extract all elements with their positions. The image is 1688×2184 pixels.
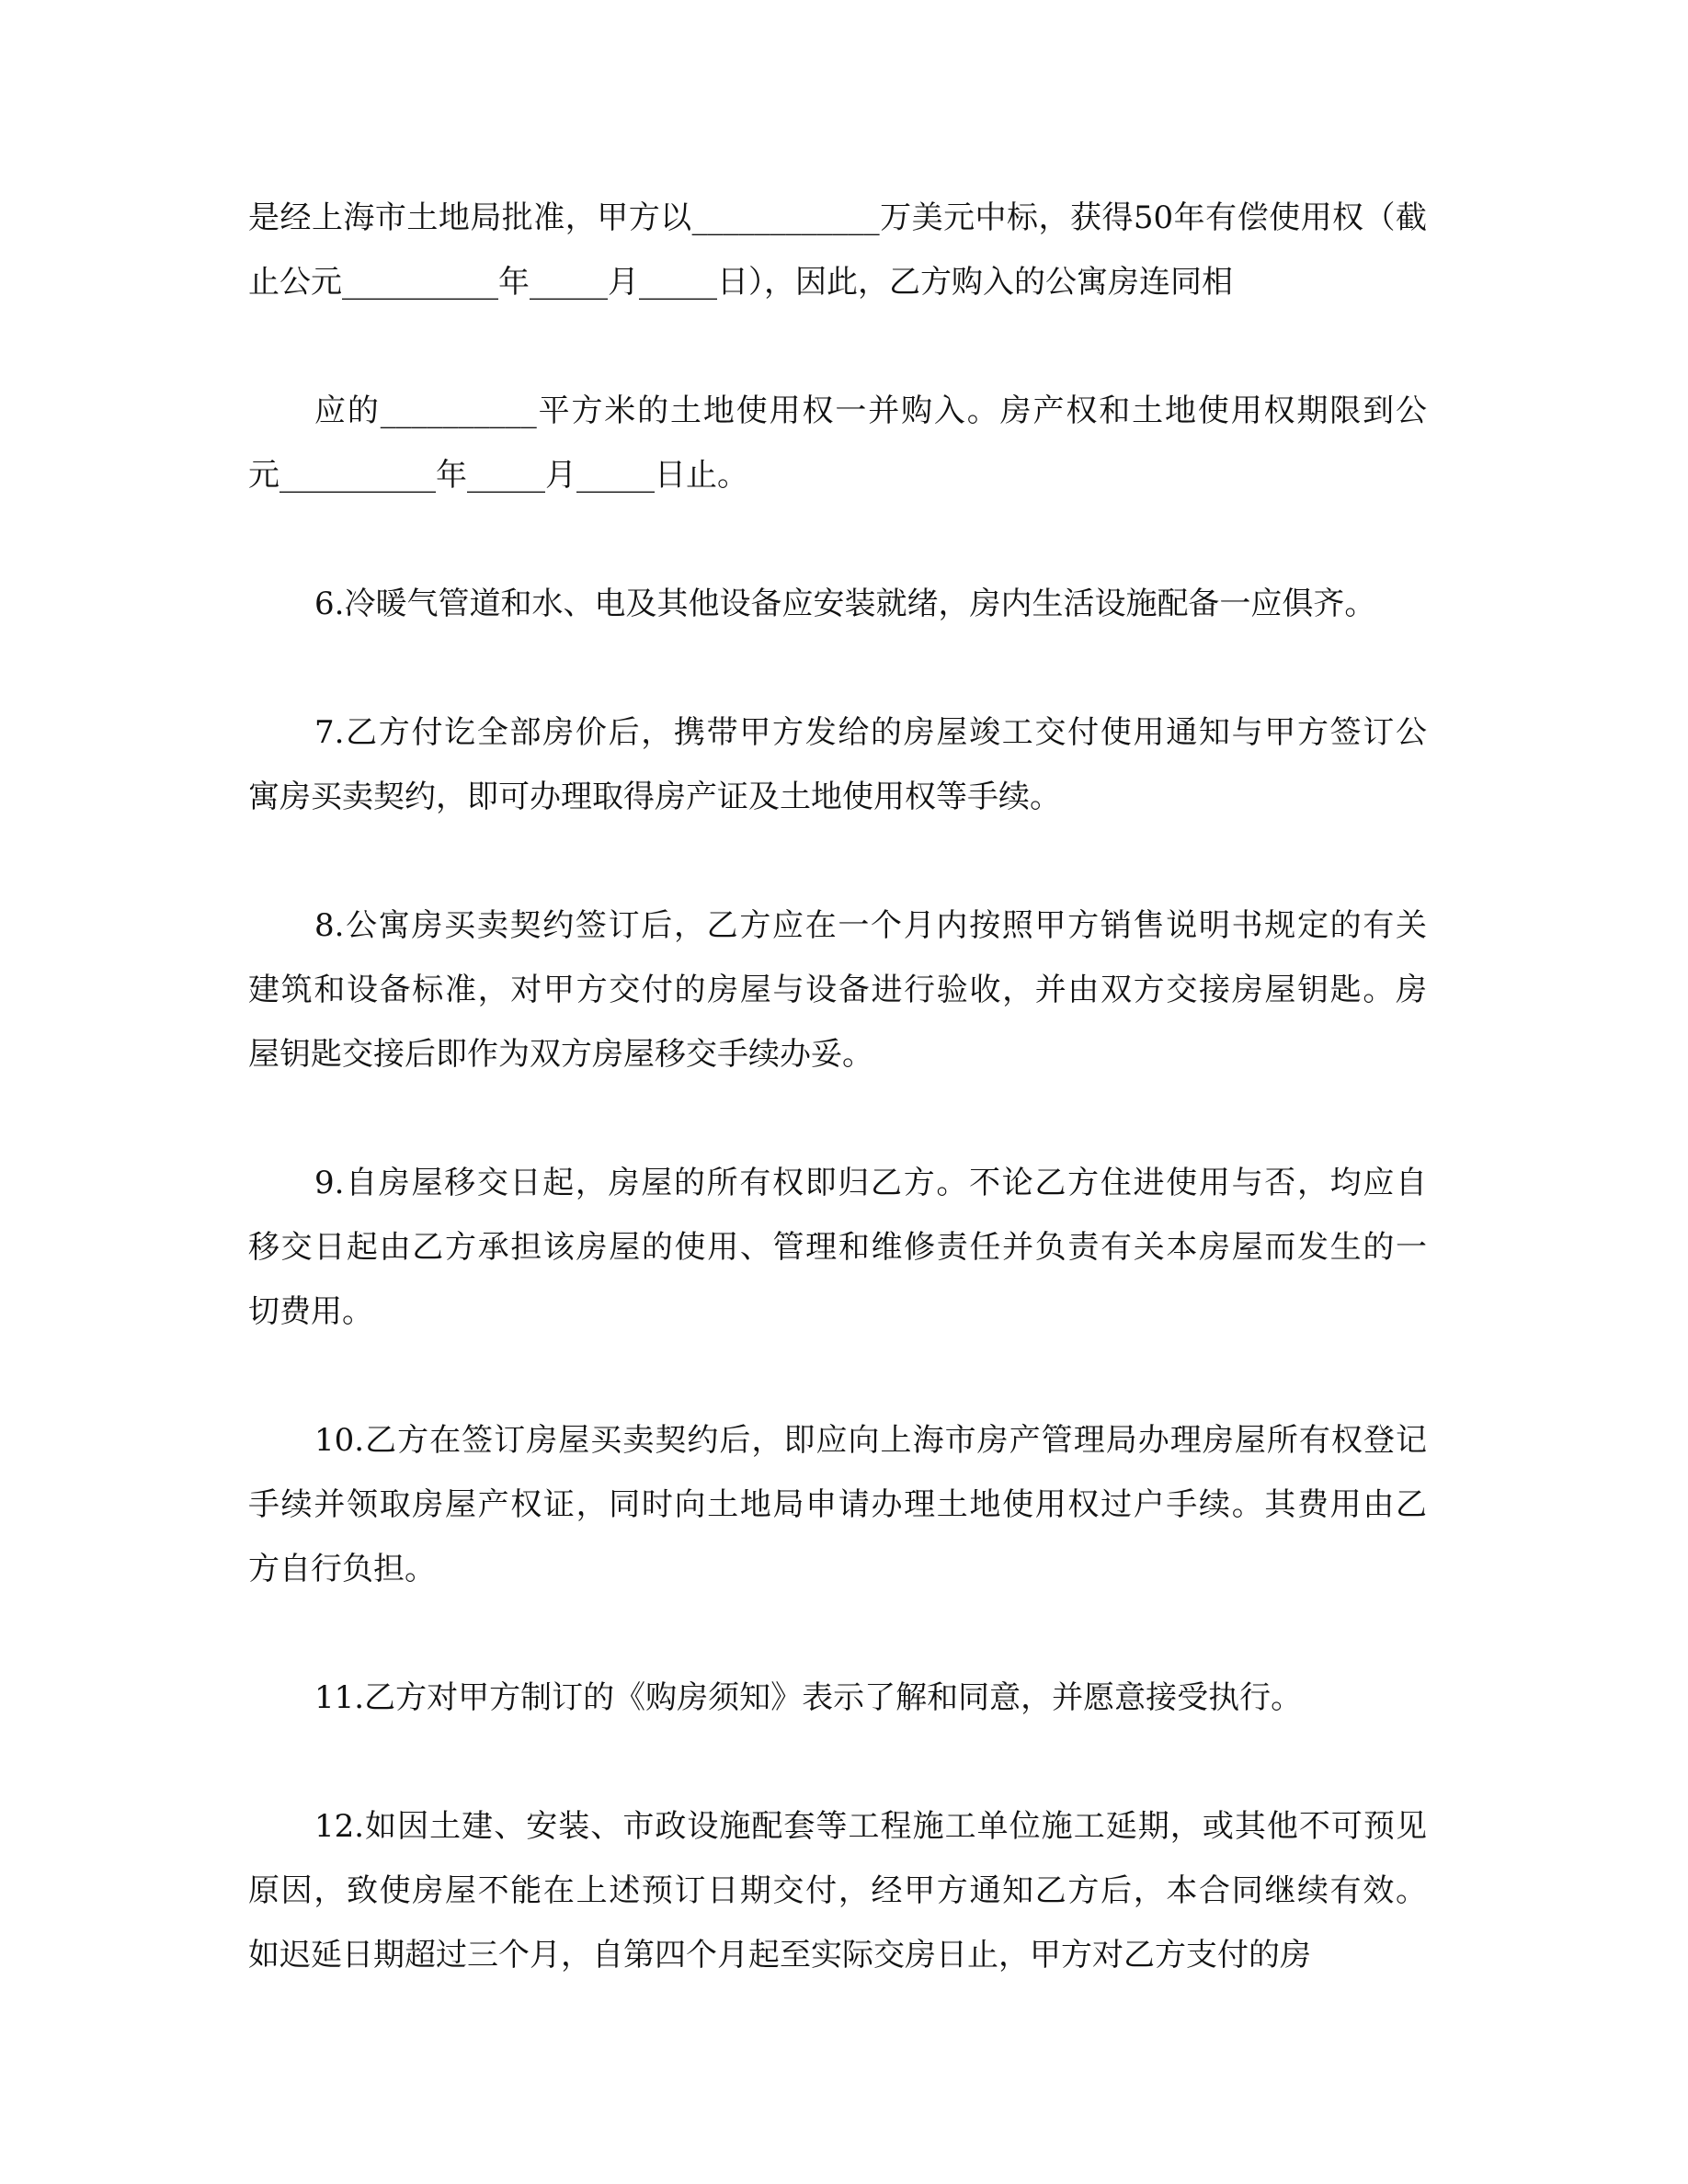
paragraph <box>248 186 1427 314</box>
text-line: 6.冷暖气管道和水、电及其他设备应安装就绪，房内生活设施配备一应俱齐。 <box>314 586 1376 622</box>
text-line: 9.自房屋移交日起，房屋的所有权即归乙方。不论乙方住进使用与否，均应自 <box>314 1165 1427 1201</box>
text-line: 手续并领取房屋产权证，同时向土地局申请办理土地使用权过户手续。其费用由乙 <box>248 1486 1427 1523</box>
text-line: 屋钥匙交接后即作为双方房屋移交手续办妥。 <box>248 1036 873 1073</box>
text-line: 原因，致使房屋不能在上述预订日期交付，经甲方通知乙方后，本合同继续有效。 <box>248 1872 1427 1909</box>
text-line: 方自行负担。 <box>248 1551 436 1587</box>
paragraph <box>248 379 1427 507</box>
text-line: 切费用。 <box>248 1293 373 1330</box>
text-line: 8.公寓房买卖契约签订后，乙方应在一个月内按照甲方销售说明书规定的有关 <box>314 907 1427 944</box>
paragraph <box>248 893 1427 1086</box>
text-line: 12.如因土建、安装、市政设施配套等工程施工单位施工延期，或其他不可预见 <box>314 1808 1427 1845</box>
paragraph <box>248 700 1427 829</box>
text-line: 寓房买卖契约，即可办理取得房产证及土地使用权等手续。 <box>248 779 1061 815</box>
document-page <box>248 186 1427 2052</box>
text-line: 如迟延日期超过三个月，自第四个月起至实际交房日止，甲方对乙方支付的房 <box>248 1937 1311 1974</box>
text-line: 7.乙方付讫全部房价后，携带甲方发给的房屋竣工交付使用通知与甲方签订公 <box>314 714 1427 751</box>
paragraph <box>248 1666 1427 1730</box>
text-line: 11.乙方对甲方制订的《购房须知》表示了解和同意，并愿意接受执行。 <box>314 1679 1303 1716</box>
paragraph <box>248 572 1427 636</box>
paragraph <box>248 1408 1427 1601</box>
paragraph <box>248 1794 1427 1987</box>
text-line: 元__________年_____月_____日止。 <box>248 457 748 494</box>
text-line: 是经上海市土地局批准，甲方以____________万美元中标，获得50年有偿使用权（截 <box>248 199 1427 236</box>
paragraph <box>248 1151 1427 1344</box>
text-line: 10.乙方在签订房屋买卖契约后，即应向上海市房产管理局办理房屋所有权登记 <box>314 1422 1427 1459</box>
text-line: 建筑和设备标准，对甲方交付的房屋与设备进行验收，并由双方交接房屋钥匙。房 <box>248 972 1427 1008</box>
text-line: 止公元__________年_____月_____日），因此，乙方购入的公寓房连同相 <box>248 264 1233 301</box>
text-line: 移交日起由乙方承担该房屋的使用、管理和维修责任并负责有关本房屋而发生的一 <box>248 1229 1427 1266</box>
text-line: 应的__________平方米的土地使用权一并购入。房产权和土地使用权期限到公 <box>314 392 1427 429</box>
